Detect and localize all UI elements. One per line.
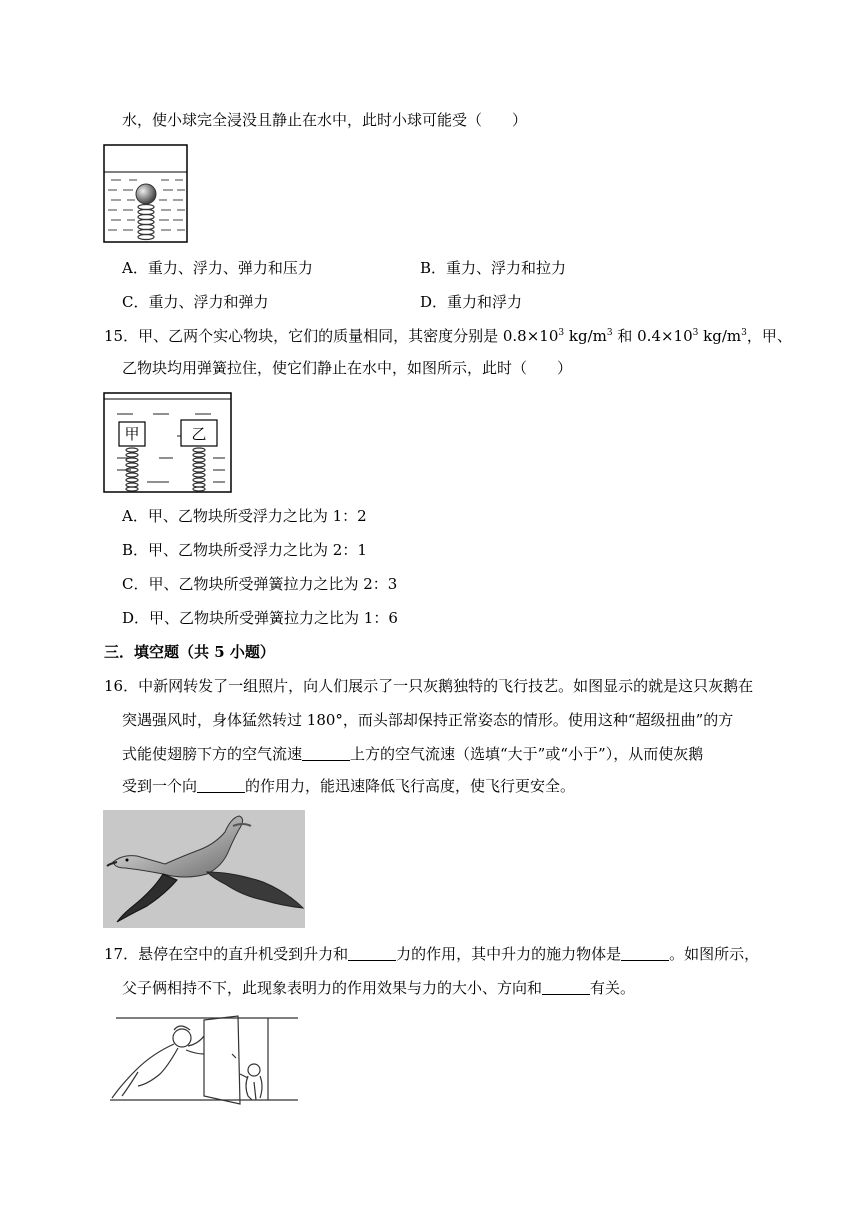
q17-line2-text-b: 有关。 [590,979,636,997]
q14-option-a[interactable]: A．重力、浮力、弹力和压力 [122,259,313,277]
q15-exp: 3 [558,328,565,338]
q17-line1-text-c: 。如图所示， [669,945,760,963]
q16-blank-1[interactable] [302,746,350,761]
q15-figure-label-jia: 甲 [124,425,140,443]
q15-stem-text-a: 15．甲、乙两个实心物块，它们的质量相同，其密度分别是 0.8×10 [104,327,559,345]
q15-option-d[interactable]: D．甲、乙物块所受弹簧拉力之比为 1：6 [122,609,398,627]
q17-blank-1[interactable] [348,946,396,961]
q15-unit2: kg/m [698,327,742,345]
q16-line3-text-b: 上方的空气流速（选填“大于”或“小于”），从而使灰鹅 [350,745,704,763]
q17-blank-2[interactable] [621,946,669,961]
q14-stem: 水，使小球完全浸没且静止在水中，此时小球可能受（ ） [122,111,528,129]
q16-line3 [122,744,703,764]
q15-exp3: 3 [692,328,699,338]
q17-line1 [104,944,759,964]
q17-figure-father-son-door [108,1014,300,1108]
section-heading: 三．填空题（共 5 小题） [104,643,275,661]
q15-exp4: 3 [741,328,747,338]
q17-line1-text-a: 17．悬停在空中的直升机受到升力和 [104,945,349,963]
q15-exp2: 3 [606,328,613,338]
q14-figure-ball-spring [103,144,189,244]
q16-figure-goose-photo [103,810,305,928]
q15-unit1: kg/m [564,327,607,345]
q15-stem-tail: ，甲、 [746,327,792,345]
q17-line1-text-b: 力的作用，其中升力的施力物体是 [396,945,622,963]
q17-blank-3[interactable] [542,980,590,995]
q14-option-b[interactable]: B．重力、浮力和拉力 [420,259,567,277]
q14-option-c[interactable]: C．重力、浮力和弹力 [122,293,269,311]
q17-line2-text-a: 父子俩相持不下，此现象表明力的作用效果与力的大小、方向和 [122,979,543,997]
q15-figure-blocks-springs [103,392,233,494]
q16-line4-text-b: 的作用力，能迅速降低飞行高度，使飞行更安全。 [245,777,576,795]
q16-line1: 16．中新网转发了一组照片，向人们展示了一只灰鹅独特的飞行技艺。如图显示的就是这只灰鹅在 [104,677,754,695]
q16-line2: 突遇强风时，身体猛然转过 180°，而头部却保持正常姿态的情形。使用这种“超级扭曲”的方 [122,711,734,729]
q15-stem-line2: 乙物块均用弹簧拉住，使它们静止在水中，如图所示，此时（ ） [122,359,573,377]
q15-option-b[interactable]: B．甲、乙物块所受浮力之比为 2：1 [122,541,367,559]
q16-blank-2[interactable] [197,778,245,793]
q15-figure-label-yi: 乙 [191,425,207,443]
q17-line2 [122,978,635,998]
q16-line3-text-a: 式能使翅膀下方的空气流速 [122,745,303,763]
q15-stem-line1 [104,326,792,346]
q15-option-a[interactable]: A．甲、乙物块所受浮力之比为 1：2 [122,507,367,525]
q16-line4 [122,776,575,796]
q15-option-c[interactable]: C．甲、乙物块所受弹簧拉力之比为 2：3 [122,575,398,593]
q16-line4-text-a: 受到一个向 [122,777,198,795]
q15-stem-mid: 和 0.4×10 [612,327,693,345]
q14-option-d[interactable]: D．重力和浮力 [420,293,523,311]
